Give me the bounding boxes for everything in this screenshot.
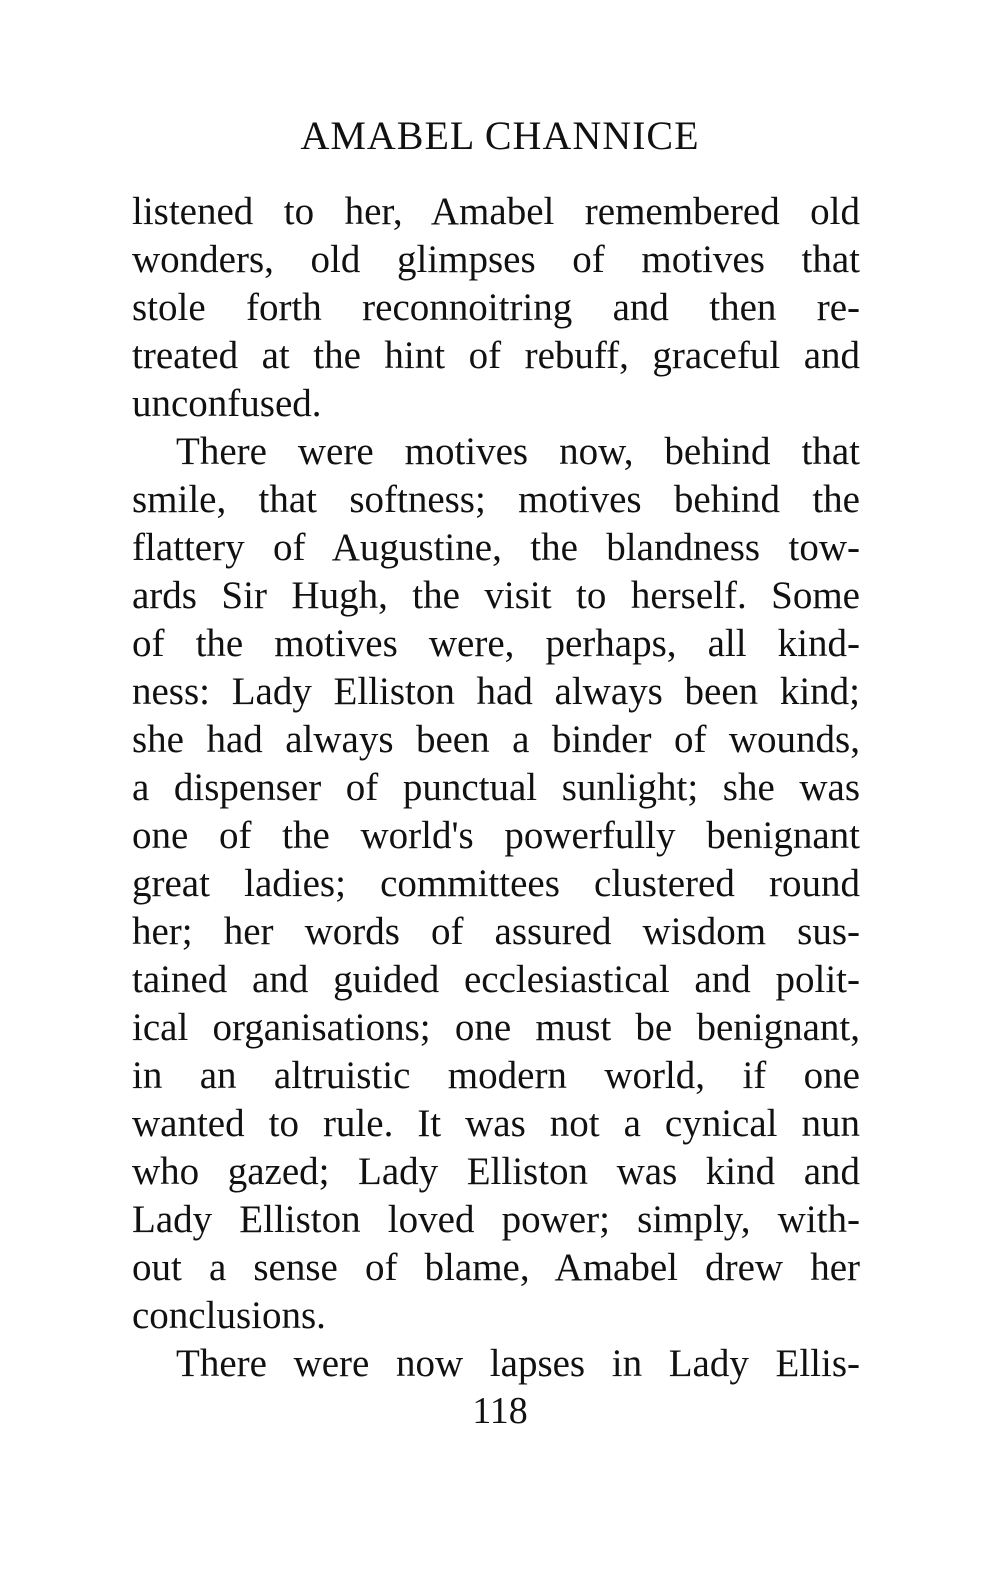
text-line: a dispenser of punctual sunlight; she was [132, 766, 860, 809]
paragraph-2 [132, 428, 860, 1340]
text-line: one of the world's powerfully benignant [132, 814, 860, 857]
text-line: listened to her, Amabel remembered old [132, 190, 860, 233]
text-line: smile, that softness; motives behind the [132, 478, 860, 521]
text-line: who gazed; Lady Elliston was kind and [132, 1150, 860, 1193]
text-line: wanted to rule. It was not a cynical nun [132, 1102, 860, 1145]
text-line: treated at the hint of rebuff, graceful and [132, 334, 860, 377]
text-line: Lady Elliston loved power; simply, with- [132, 1198, 860, 1241]
text-line: in an altruistic modern world, if one [132, 1054, 860, 1097]
text-line: ical organisations; one must be benignant, [132, 1006, 860, 1049]
text-line: stole forth reconnoitring and then re- [132, 286, 860, 329]
text-line: ness: Lady Elliston had always been kind; [132, 670, 860, 713]
text-line: of the motives were, perhaps, all kind- [132, 622, 860, 665]
text-line: her; her words of assured wisdom sus- [132, 910, 860, 953]
text-line: There were now lapses in Lady Ellis- [176, 1342, 860, 1385]
text-line: great ladies; committees clustered round [132, 862, 860, 905]
text-line: wonders, old glimpses of motives that [132, 238, 860, 281]
page-number: 118 [472, 1390, 528, 1432]
text-line: conclusions. [132, 1294, 326, 1337]
running-head: AMABEL CHANNICE [300, 113, 700, 158]
text-line: There were motives now, behind that [176, 430, 860, 473]
text-line: flattery of Augustine, the blandness tow- [132, 526, 860, 569]
text-line: unconfused. [132, 382, 322, 425]
body-text [132, 188, 860, 1388]
paragraph-1 [132, 188, 860, 428]
text-line: ards Sir Hugh, the visit to herself. Some [132, 574, 860, 617]
text-line: tained and guided ecclesiastical and polit- [132, 958, 860, 1001]
text-line: she had always been a binder of wounds, [132, 718, 860, 761]
text-line: out a sense of blame, Amabel drew her [132, 1246, 860, 1289]
